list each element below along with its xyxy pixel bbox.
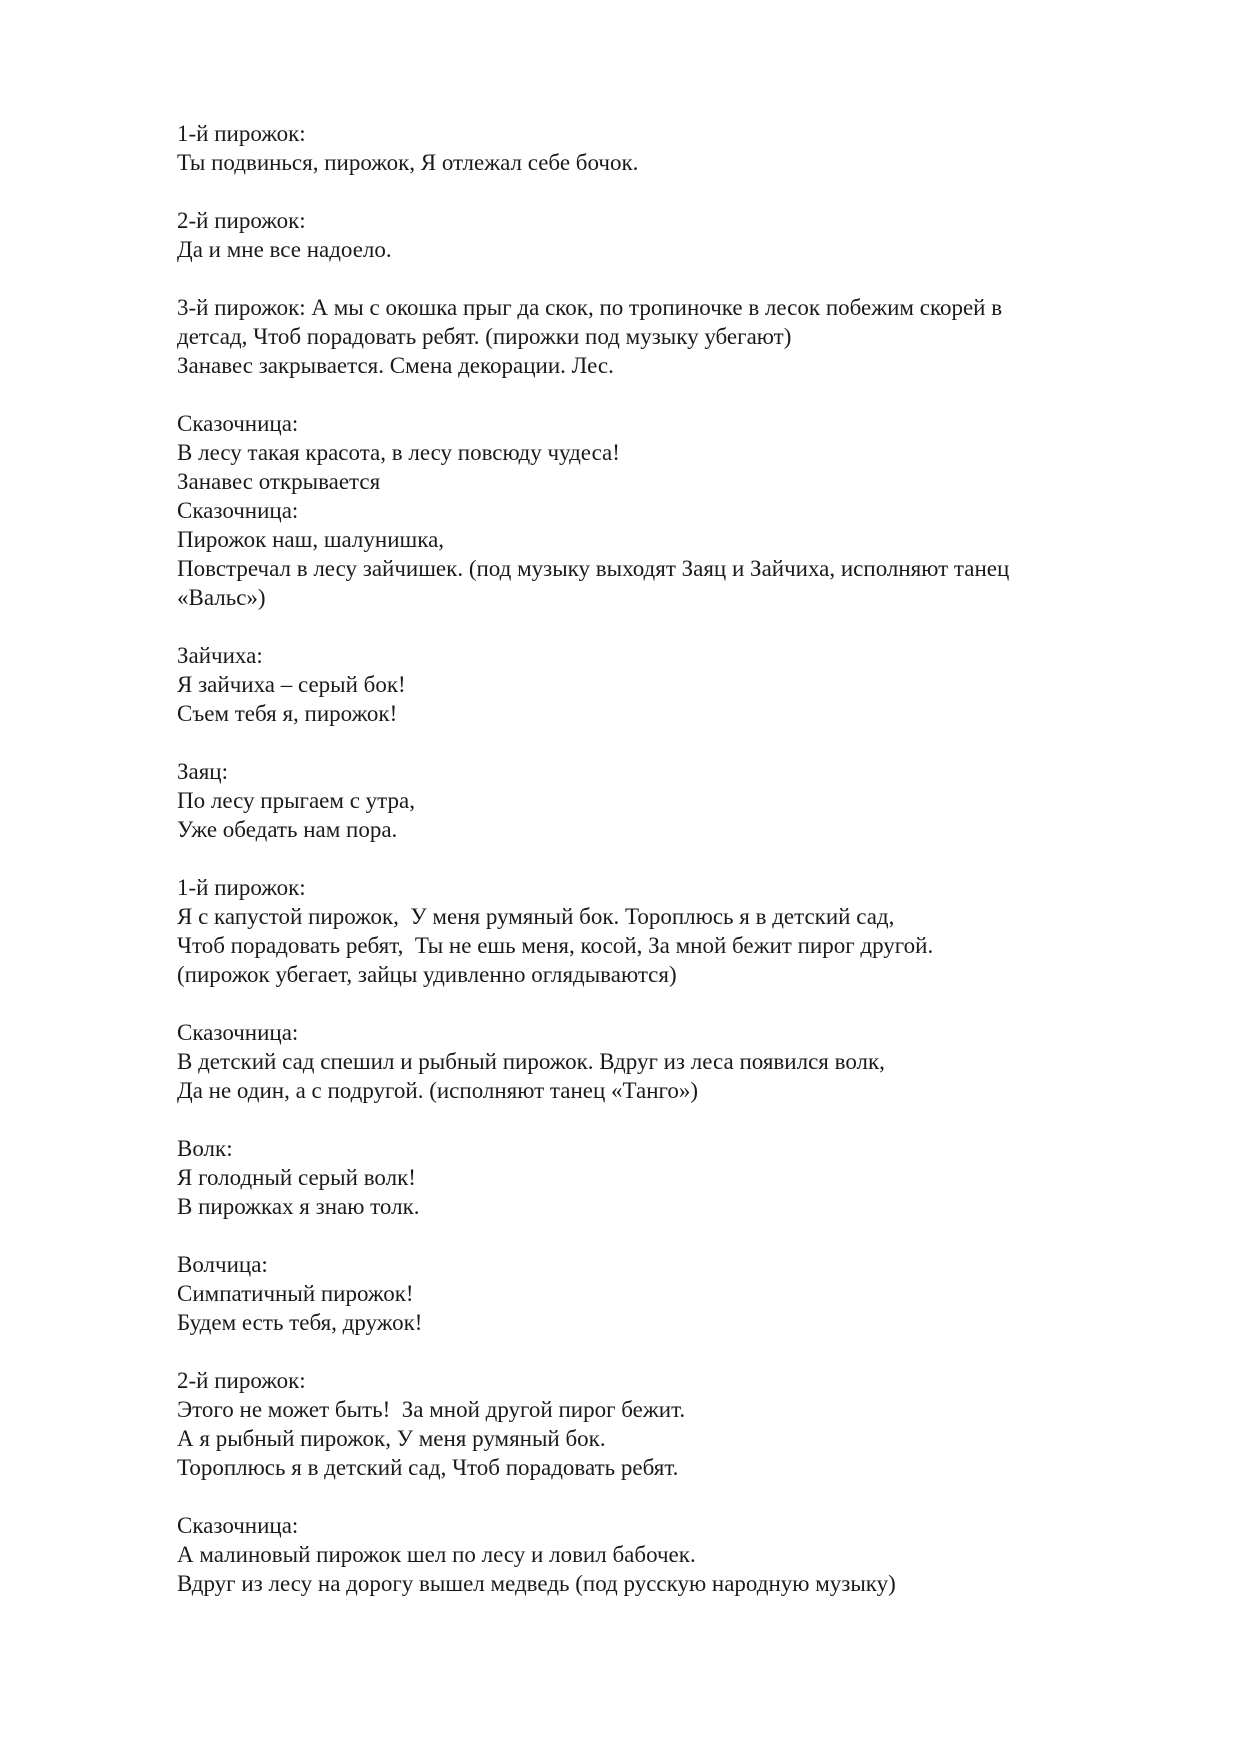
- speaker-label: Сказочница:: [177, 1020, 299, 1045]
- speaker-label: Волчица:: [177, 1252, 268, 1277]
- dialogue-line: Я голодный серый волк!: [177, 1165, 416, 1190]
- dialogue-line: Симпатичный пирожок!: [177, 1281, 414, 1306]
- stage-direction: Занавес закрывается. Смена декорации. Лес.: [177, 353, 614, 378]
- dialogue-line: Съем тебя я, пирожок!: [177, 701, 398, 726]
- dialogue-line: А я рыбный пирожок, У меня румяный бок.: [177, 1426, 606, 1451]
- speaker-label: 1-й пирожок:: [177, 121, 306, 146]
- dialogue-block: [177, 1511, 1097, 1598]
- dialogue-line: В пирожках я знаю толк.: [177, 1194, 420, 1219]
- stage-direction: Занавес открывается: [177, 469, 381, 494]
- dialogue-block: [177, 1366, 1097, 1482]
- dialogue-line: А малиновый пирожок шел по лесу и ловил бабочек.: [177, 1542, 696, 1567]
- dialogue-line: Пирожок наш, шалунишка,: [177, 527, 445, 552]
- dialogue-block: [177, 119, 1097, 177]
- speaker-label: Заяц:: [177, 759, 229, 784]
- dialogue-line: Этого не может быть! За мной другой пирог бежит.: [177, 1397, 686, 1422]
- dialogue-block: [177, 641, 1097, 728]
- speaker-label: Сказочница:: [177, 411, 299, 436]
- dialogue-line: детсад, Чтоб порадовать ребят. (пирожки под музыку убегают): [177, 324, 792, 349]
- dialogue-block: [177, 206, 1097, 264]
- dialogue-line: Я с капустой пирожок, У меня румяный бок. Тороплюсь я в детский сад,: [177, 904, 895, 929]
- speaker-label: Волк:: [177, 1136, 233, 1161]
- speaker-label: 2-й пирожок:: [177, 1368, 306, 1393]
- dialogue-line: Повстречал в лесу зайчишек. (под музыку выходят Заяц и Зайчиха, исполняют танец: [177, 556, 1010, 581]
- speaker-label: 2-й пирожок:: [177, 208, 306, 233]
- dialogue-block: [177, 1018, 1097, 1105]
- document-body: [177, 119, 1097, 1598]
- dialogue-line: Чтоб порадовать ребят, Ты не ешь меня, косой, За мной бежит пирог другой.: [177, 933, 934, 958]
- dialogue-line: По лесу прыгаем с утра,: [177, 788, 415, 813]
- speaker-label: Сказочница:: [177, 1513, 299, 1538]
- dialogue-line: Тороплюсь я в детский сад, Чтоб порадовать ребят.: [177, 1455, 679, 1480]
- speaker-label: 1-й пирожок:: [177, 875, 306, 900]
- dialogue-line: Да и мне все надоело.: [177, 237, 392, 262]
- dialogue-block: [177, 409, 1097, 612]
- speaker-label: Сказочница:: [177, 498, 299, 523]
- dialogue-line: Я зайчиха – серый бок!: [177, 672, 406, 697]
- dialogue-line: В лесу такая красота, в лесу повсюду чудеса!: [177, 440, 620, 465]
- dialogue-line: Ты подвинься, пирожок, Я отлежал себе бочок.: [177, 150, 639, 175]
- dialogue-line: Будем есть тебя, дружок!: [177, 1310, 423, 1335]
- dialogue-line: Да не один, а с подругой. (исполняют танец «Танго»): [177, 1078, 699, 1103]
- dialogue-line: Вдруг из лесу на дорогу вышел медведь (под русскую народную музыку): [177, 1571, 896, 1596]
- speaker-label: Зайчиха:: [177, 643, 263, 668]
- stage-direction: (пирожок убегает, зайцы удивленно оглядываются): [177, 962, 677, 987]
- dialogue-block: [177, 1134, 1097, 1221]
- dialogue-block: [177, 1250, 1097, 1337]
- dialogue-block: [177, 293, 1097, 380]
- dialogue-line: Уже обедать нам пора.: [177, 817, 398, 842]
- dialogue-line: «Вальс»): [177, 585, 266, 610]
- dialogue-line: В детский сад спешил и рыбный пирожок. Вдруг из леса появился волк,: [177, 1049, 885, 1074]
- dialogue-block: [177, 873, 1097, 989]
- dialogue-block: [177, 757, 1097, 844]
- dialogue-line: 3-й пирожок: А мы с окошка прыг да скок, по тропиночке в лесок побежим скорей в: [177, 295, 1003, 320]
